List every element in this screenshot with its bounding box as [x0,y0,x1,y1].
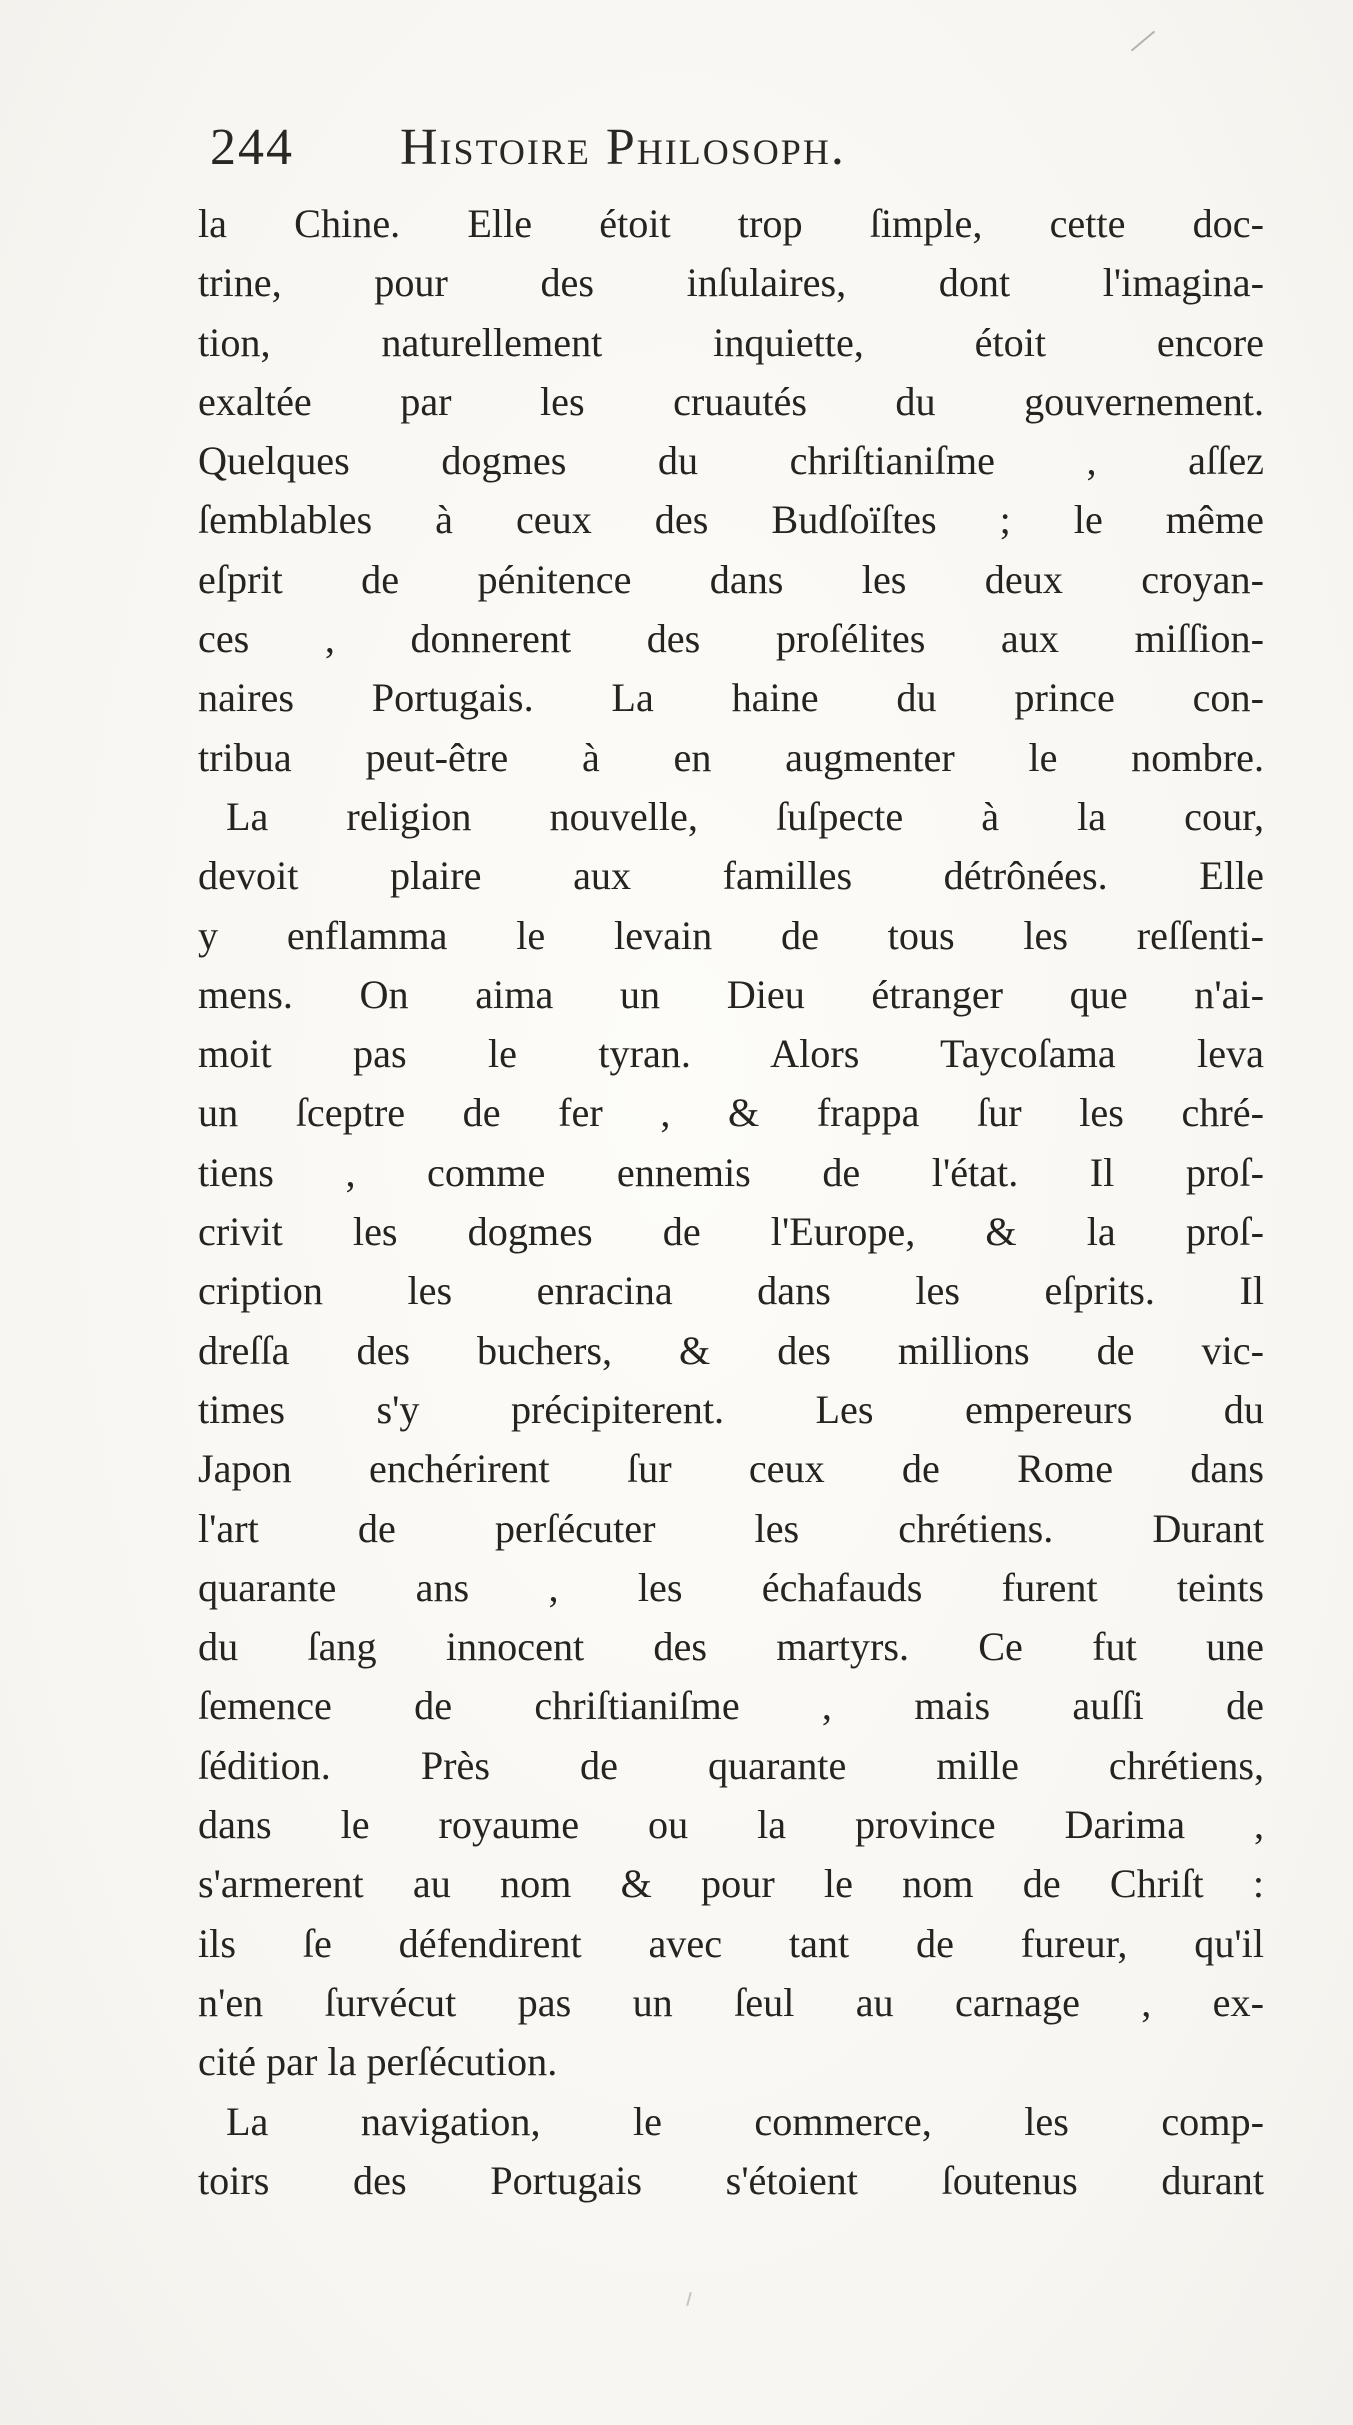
text-line: y enflamma le levain de tous les reſſenti- [198,912,1264,958]
text-line: trine, pour des inſulaires, dont l'imagina- [198,260,1264,306]
text-line: du ſang innocent des martyrs. Ce fut une [198,1624,1264,1670]
text-line: Quelques dogmes du chriſtianiſme , aſſez [198,438,1264,484]
running-title: Histoire Philosoph. [400,119,846,176]
text-line: ils ſe défendirent avec tant de fureur, qu'il [198,1920,1264,1966]
text-line: quarante ans , les échafauds furent teints [198,1564,1264,1610]
text-line: moit pas le tyran. Alors Taycoſama leva [198,1031,1264,1077]
text-line: s'armerent au nom & pour le nom de Chriſt : [198,1861,1264,1907]
text-line: ces , donnerent des proſélites aux miſſion- [198,616,1264,662]
text-line: ſemblables à ceux des Budſoïſtes ; le même [198,497,1264,543]
text-line: mens. On aima un Dieu étranger que n'ai- [198,971,1264,1017]
text-line: ſédition. Près de quarante mille chrétiens, [198,1742,1264,1788]
text-line: tribua peut-être à en augmenter le nombre. [198,734,1264,780]
text-line: exaltée par les cruautés du gouvernement. [198,378,1264,424]
text-line: ſemence de chriſtianiſme , mais auſſi de [198,1683,1264,1729]
page-number: 244 [210,119,294,176]
running-header [210,118,1110,188]
text-line: tiens , comme ennemis de l'état. Il proſ- [198,1149,1264,1195]
text-line: n'en ſurvécut pas un ſeul au carnage , ex- [198,1979,1264,2025]
text-line: toirs des Portugais s'étoient ſoutenus durant [198,2157,1264,2203]
text-line: devoit plaire aux familles détrônées. Elle [198,853,1264,899]
text-line: tion, naturellement inquiette, étoit encore [198,319,1264,365]
text-line: dreſſa des buchers, & des millions de vic- [198,1327,1264,1373]
text-line: dans le royaume ou la province Darima , [198,1802,1264,1848]
text-line-paragraph-start: La religion nouvelle, ſuſpecte à la cour, [226,793,1264,839]
body-text [198,194,1264,2210]
text-line-paragraph-end: cité par la perſécution. [198,2039,558,2085]
text-line: Japon enchérirent ſur ceux de Rome dans [198,1446,1264,1492]
text-line: times s'y précipiterent. Les empereurs du [198,1386,1264,1432]
text-line-paragraph-start: La navigation, le commerce, les comp- [226,2098,1264,2144]
text-line: naires Portugais. La haine du prince con- [198,675,1264,721]
pencil-mark [1131,31,1155,52]
text-line: la Chine. Elle étoit trop ſimple, cette doc- [198,201,1264,246]
text-line: crivit les dogmes de l'Europe, & la proſ- [198,1209,1264,1255]
text-line: l'art de perſécuter les chrétiens. Durant [198,1505,1264,1551]
ink-speck [686,2292,692,2306]
text-line: eſprit de pénitence dans les deux croyan- [198,556,1264,602]
text-line: cription les enracina dans les eſprits. Il [198,1268,1264,1314]
text-line: un ſceptre de fer , & frappa ſur les chré- [198,1090,1264,1136]
